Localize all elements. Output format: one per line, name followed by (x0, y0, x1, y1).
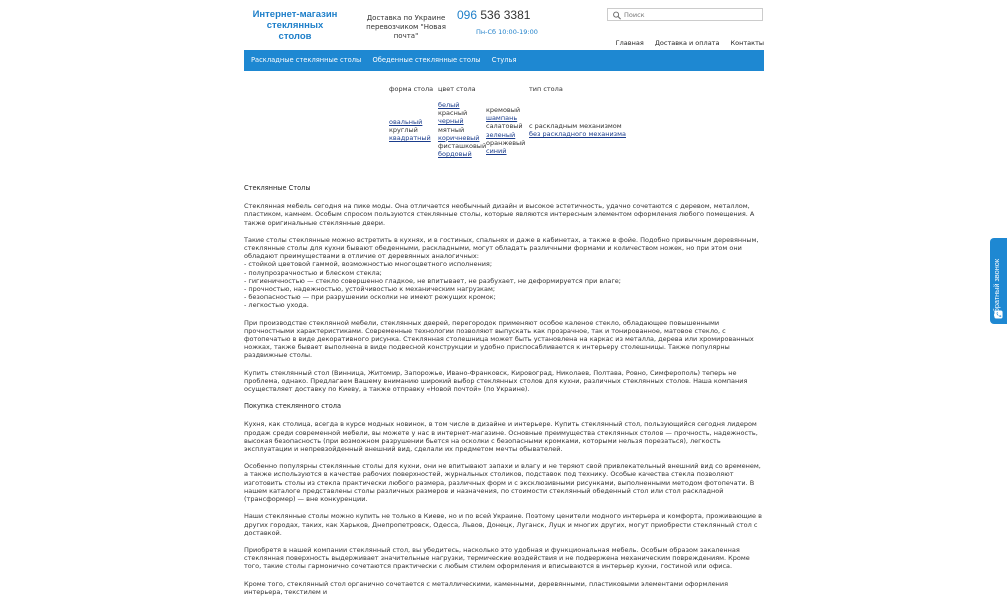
article-paragraph-7: Наши стеклянные столы можно купить не только в Киеве, но и по всей Украине. Поэтому ценители модного интерьера и комфорта, проживающие в других городах, таких, как Харьков, Днепропетровск, Одесса, Львов, Донецк, Луганск, Луцк и многих других, могут приобрести стеклянный стол с доставкой. (244, 512, 762, 537)
phone-digits: 536 3381 (480, 8, 531, 22)
article-paragraph-5: Кухня, как столица, всегда в курсе модных новинок, в том числе в дизайне и интерьере. Купить стеклянный стол, пользующийся сегодня лидером продаж среди современной мебели, вы можете у нас в интернет-магазине. Основные преимущества стеклянных столов — прочность, надежность, высокая безопасность (при возможном разрушении бьется на осколки с безопасными кромками, которыми нельзя порезаться), легкость эксплуатации и непревзойденный внешний вид, сделали их предметом мечты обывателей. (244, 420, 758, 454)
phone-number[interactable] (457, 8, 530, 22)
list-item: - гигиеничностью — стекло совершенно гладкое, не впитывает, не разбухает, не деформируется при влаге; (244, 276, 621, 285)
search-box[interactable] (607, 8, 763, 21)
article-paragraph-2 (244, 236, 764, 310)
nav-item-dining-tables[interactable]: Обеденные стеклянные столы (372, 56, 481, 64)
callback-label: Обратный звонок (992, 258, 1001, 318)
filter-colors-b (486, 106, 525, 155)
filter-shape-round[interactable]: круглый (389, 126, 418, 135)
list-item: - легкостью ухода. (244, 301, 309, 310)
delivery-info (356, 14, 456, 41)
phone-code: 096 (457, 8, 478, 22)
filter-color-red[interactable]: красный (438, 109, 468, 118)
filter-color-salad[interactable]: салатовый (486, 122, 523, 131)
article-paragraph-8: Приобретя в нашей компании стеклянный стол, вы убедитесь, насколько это удобная и функциональная мебель. Особым образом закаленная стеклянная поверхность выдерживает значительные нагрузки, термические воздействия и не подвержена механическим повреждениям. Кроме того, такие столы гармонично сочетаются практически с любым стилем оформления и вписываются в интерьер кухни, гостиной или офиса. (244, 545, 750, 571)
filter-color-pistachio[interactable]: фисташковый (438, 142, 487, 151)
article-subtitle: Покупка стеклянного стола (244, 402, 342, 411)
filter-color-mint[interactable]: мятный (438, 125, 465, 134)
working-hours: Пн-Сб 10:00-19:00 (476, 28, 538, 36)
filter-color-black[interactable]: черный (438, 117, 464, 126)
article-paragraph-3: При производстве стеклянной мебели, стеклянных дверей, перегородок применяют особое каленое стекло, обладающее повышенными прочностными характеристиками. Современные технологии позволяют выпускать как прозрачное, так и тонированное, матовое стекло, с фотопечатью в виде декоративного рисунка. Стеклянная столешница может быть установлена на каркас из металла, дерева или хромированных ножках, также бывает выполнена в виде подвесной конструкции и удобно приспосабливается к интерьеру столешницы. Также популярны раздвижные столы. (244, 318, 754, 360)
filter-colors-a (438, 101, 486, 158)
filter-color-orange[interactable]: оранжевый (486, 138, 526, 147)
top-links (607, 39, 764, 47)
delivery-line-2: перевозчиком "Новая почта" (366, 23, 446, 40)
callback-tab[interactable] (990, 238, 1007, 324)
filter-color-cream[interactable]: кремовый (486, 106, 521, 114)
list-item: - полупрозрачностью и блеском стекла; (244, 268, 382, 277)
article-paragraph-6: Особенно популярны стеклянные столы для кухни, они не впитывают запахи и влагу и не теряют свой привлекательный внешний вид со временем, а также используются в качестве рабочих поверхностей, журнальных столиков, подставок под технику. Особые качества стекла позволяют изготовить столы из стекла практически любого размера, различных форм и с эксклюзивными рисунками, выполненными методом фотопечати. В нашем каталоге представлены столы различных размеров и назначения, по стоимости стеклянный обеденный стол или стол раскладной (трансформер) — вне конкуренции. (244, 462, 761, 504)
filter-label-color: цвет стола (438, 85, 476, 93)
filter-shape-square[interactable]: квадратный (389, 134, 431, 143)
filter-shape-oval[interactable]: овальный (389, 118, 423, 126)
delivery-line-1: Доставка по Украине (366, 14, 446, 22)
article-paragraph-1: Стеклянная мебель сегодня на пике моды. Она отличается необычный дизайн и высокое эстетичность, удачно сочетаются с деревом, металлом, пластиком, камнем. Особым спросом пользуются стеклянные столы, которые являются интересным элементом оформления любого помещения. А также оригинальные стеклянные двери. (244, 202, 755, 227)
logo-line-1: Интернет-магазин (252, 9, 338, 20)
list-item: - стойкой цветовой гаммой, возможностью многоцветного исполнения; (244, 260, 493, 269)
filter-color-blue[interactable]: синий (486, 147, 507, 156)
article-paragraph-4: Купить стеклянный стол (Винница, Житомир, Запорожье, Ивано-Франковск, Кировоград, Николаев, Полтава, Ровно, Симферополь) теперь не проблема, однако. Предлагаем Вашему вниманию широкий выбор стеклянных столов для кухни, различных стеклянных столов. Наша компания осуществляет доставку по Киеву, а также отправку «Новой почтой» (по Украине). (244, 368, 748, 394)
search-icon[interactable] (612, 11, 622, 20)
top-link-delivery[interactable]: Доставка и оплата (654, 39, 720, 47)
list-item: - прочностью, надежностью, устойчивостью к механическим нагрузкам; (244, 285, 496, 294)
filter-type-fixed[interactable]: без раскладного механизма (529, 130, 627, 139)
filter-label-type: тип стола (529, 85, 563, 93)
filter-types (529, 122, 626, 138)
list-item: - безопасностью — при разрушении осколки не имеют режущих кромок; (244, 293, 496, 302)
search-input[interactable] (624, 10, 758, 20)
filter-label-shape: форма стола (389, 85, 434, 93)
filter-color-brown[interactable]: коричневый (438, 133, 480, 142)
article-paragraph-9: Кроме того, стеклянный стол органично сочетается с металлическими, каменными, деревянными, пластиковыми элементами оформления интерьера, текстилем и (244, 579, 728, 596)
top-link-home[interactable]: Главная (615, 39, 644, 47)
filter-color-burgundy[interactable]: бордовый (438, 150, 472, 159)
article-title: Стеклянные Столы (244, 184, 311, 192)
filter-color-green[interactable]: зеленый (486, 130, 516, 139)
article (244, 184, 764, 605)
filter-shapes (389, 118, 431, 143)
filter-color-white[interactable]: белый (438, 101, 460, 109)
filter-type-folding[interactable]: с раскладным механизмом (529, 122, 622, 130)
logo-line-2: стеклянных столов (266, 20, 324, 42)
article-paragraph-2-intro: Такие столы стеклянные можно встретить в кухнях, и в гостиных, спальнях и даже в кабинетах, а также в фойе. Подобно привычным деревянным, стеклянные столы для кухни бывают обеденными, раскладными, могут обладать различными формами и количеством ножек, но при этом они обладают преимуществами в отличие от деревянных аналогичных: (244, 235, 759, 261)
top-link-contacts[interactable]: Контакты (730, 39, 764, 47)
nav-item-folding-tables[interactable]: Раскладные стеклянные столы (251, 56, 362, 64)
filter-color-champagne[interactable]: шампань (486, 114, 518, 123)
main-nav (244, 50, 764, 71)
site-logo[interactable] (250, 9, 340, 42)
nav-item-chairs[interactable]: Стулья (491, 56, 517, 64)
